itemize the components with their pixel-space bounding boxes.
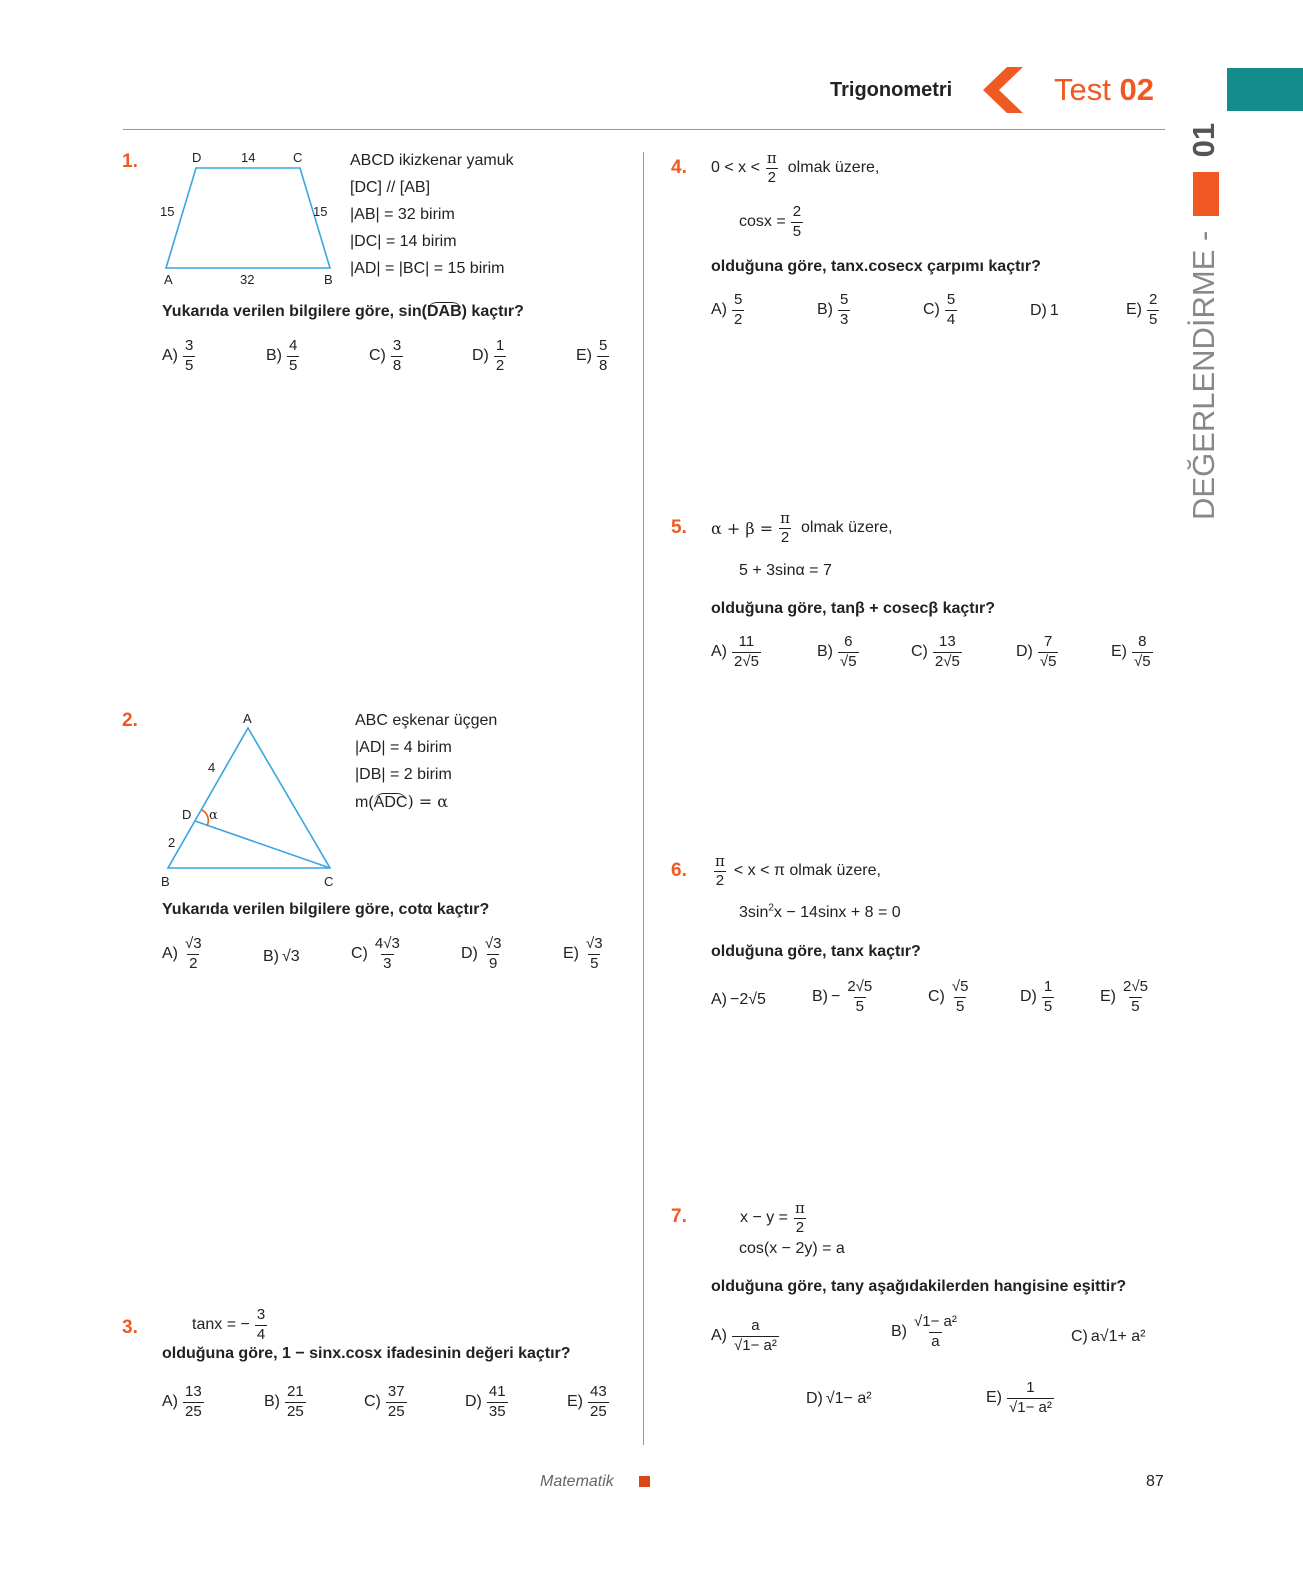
- numerator: 1: [1026, 1379, 1035, 1396]
- numerator: 37: [387, 1383, 405, 1400]
- q4-equation: [739, 204, 805, 240]
- denominator: 5: [792, 222, 802, 240]
- opt-label: D): [465, 1393, 482, 1410]
- given-pre: tanx = −: [192, 1316, 250, 1333]
- numerator: 43: [590, 1383, 607, 1400]
- opt-label: A): [711, 1327, 727, 1344]
- side-tab-number: 01: [1186, 122, 1221, 158]
- numerator: 2√5: [847, 978, 873, 995]
- eq-pre: cosx =: [739, 213, 786, 230]
- q2-option-b[interactable]: [263, 948, 300, 966]
- opt-label: A): [711, 643, 727, 660]
- opt-label: D): [1020, 988, 1037, 1005]
- label-C: C: [293, 150, 303, 165]
- opt-label: C): [1071, 1328, 1088, 1345]
- question-2-number: 2.: [122, 710, 138, 731]
- denominator: 35: [488, 1402, 506, 1420]
- denominator: 25: [387, 1402, 405, 1420]
- q2-option-d[interactable]: [461, 936, 505, 972]
- label-14: 14: [241, 150, 256, 165]
- q7-option-d[interactable]: [806, 1390, 872, 1408]
- denominator: 2√5: [934, 652, 960, 670]
- opt-label: D): [1016, 643, 1033, 660]
- q2-info-0: ABC eşkenar üçgen: [355, 712, 498, 729]
- numerator: 41: [488, 1383, 506, 1400]
- numerator: π: [766, 149, 777, 167]
- denominator: 8: [599, 356, 608, 374]
- q6-option-d[interactable]: [1020, 979, 1056, 1015]
- numerator: 3: [392, 337, 402, 354]
- opt-label: E): [986, 1389, 1002, 1406]
- numerator: 11: [738, 633, 755, 650]
- opt-label: B): [812, 988, 828, 1005]
- question-5-number: 5.: [671, 517, 687, 538]
- numerator: 4: [289, 337, 298, 354]
- numerator: √5: [951, 978, 969, 995]
- q6-option-c[interactable]: [928, 979, 972, 1015]
- numerator: 6: [844, 633, 853, 650]
- label-2: 2: [168, 835, 176, 850]
- opt-label: B): [817, 301, 833, 318]
- q6-option-a[interactable]: [711, 991, 766, 1009]
- q2-info-2: |DB| = 2 birim: [355, 766, 452, 783]
- denominator: 9: [489, 954, 498, 972]
- label-A: A: [164, 272, 173, 287]
- teal-corner-tab: [1227, 68, 1303, 111]
- opt-label: C): [364, 1393, 381, 1410]
- opt-label: B): [263, 948, 279, 965]
- denominator: 2: [734, 310, 743, 328]
- opt-label: D): [1030, 302, 1047, 319]
- denominator: 5: [1131, 997, 1140, 1015]
- numerator: π: [715, 852, 725, 870]
- numerator: 13: [939, 633, 956, 650]
- denominator: √1− a²: [734, 1336, 777, 1354]
- opt-label: E): [563, 945, 579, 962]
- numerator: 4√3: [374, 935, 400, 952]
- numerator: 5: [840, 291, 849, 308]
- angle-pre: m(: [355, 794, 374, 811]
- eq-post: x − 14sinx + 8 = 0: [773, 904, 901, 921]
- q1-option-c[interactable]: [369, 338, 405, 374]
- label-D: D: [182, 807, 192, 822]
- denominator: 5: [289, 356, 298, 374]
- label-15-left: 15: [160, 204, 175, 219]
- denominator: a: [931, 1332, 940, 1350]
- numerator: 2√5: [1123, 978, 1148, 995]
- opt-label: A): [162, 347, 178, 364]
- q3-option-e[interactable]: [567, 1384, 611, 1420]
- opt-label: A): [711, 301, 727, 318]
- opt-label: E): [1111, 643, 1127, 660]
- denominator: 2√5: [734, 652, 759, 670]
- value: √3: [282, 948, 300, 965]
- q5-equation: 5 + 3sinα = 7: [739, 562, 832, 579]
- cond-pre: 0 < x <: [711, 159, 760, 176]
- denominator: 25: [185, 1402, 202, 1420]
- q6-condition: [711, 853, 881, 889]
- q5-option-a[interactable]: [711, 634, 763, 670]
- denominator: 5: [1149, 310, 1158, 328]
- denominator: 2: [495, 356, 505, 374]
- opt-label: E): [1126, 301, 1142, 318]
- denominator: 5: [956, 997, 965, 1015]
- opt-label: B): [266, 347, 282, 364]
- label-15-right: 15: [313, 204, 328, 219]
- value: √1− a²: [825, 1390, 872, 1407]
- triangle-figure: [156, 706, 346, 892]
- q1-info-1: [DC] // [AB]: [350, 179, 431, 196]
- eq-pre: 3sin: [739, 904, 769, 921]
- question-1-number: 1.: [122, 151, 138, 172]
- q3-option-b[interactable]: [264, 1384, 308, 1420]
- q5-option-e[interactable]: [1111, 634, 1155, 670]
- denominator: 5: [855, 997, 864, 1015]
- denominator: 5: [185, 356, 194, 374]
- q7-question: olduğuna göre, tany aşağıdakilerden hangisine eşittir?: [711, 1278, 1127, 1295]
- q2-option-e[interactable]: [563, 936, 607, 972]
- opt-label: B): [264, 1393, 280, 1410]
- label-4: 4: [208, 760, 216, 775]
- q4-question: olduğuna göre, tanx.cosecx çarpımı kaçtır?: [711, 258, 1041, 275]
- denominator: 4: [256, 1325, 266, 1343]
- denominator: 2: [715, 871, 725, 889]
- label-A: A: [243, 711, 252, 726]
- cond-post: olmak üzere,: [787, 159, 880, 176]
- q1-question-post: ) kaçtır?: [461, 303, 524, 320]
- opt-label: A): [711, 991, 727, 1008]
- numerator: 2: [1149, 291, 1158, 308]
- numerator: 5: [946, 291, 956, 308]
- q1-option-b[interactable]: [266, 338, 301, 374]
- q6-option-e[interactable]: [1100, 979, 1152, 1015]
- q7-equation-2: cos(x − 2y) = a: [739, 1240, 845, 1257]
- q5-option-b[interactable]: [817, 634, 861, 670]
- label-32: 32: [240, 272, 255, 287]
- q3-option-c[interactable]: [364, 1384, 409, 1420]
- q2-option-c[interactable]: [351, 936, 404, 972]
- q6-equation: [739, 902, 901, 921]
- question-4-number: 4.: [671, 157, 687, 178]
- q2-question: Yukarıda verilen bilgilere göre, cotα kaçtır?: [162, 901, 490, 918]
- opt-label: C): [369, 347, 386, 364]
- q3-given: [192, 1307, 269, 1343]
- page-number: 87: [1146, 1473, 1164, 1490]
- q7-option-e[interactable]: [986, 1380, 1056, 1416]
- denominator: 5: [1043, 997, 1053, 1015]
- test-label: Test: [1054, 72, 1111, 107]
- q2-info-1: |AD| = 4 birim: [355, 739, 452, 756]
- opt-label: A): [162, 945, 178, 962]
- denominator: √1− a²: [1009, 1398, 1052, 1416]
- opt-label: D): [461, 945, 478, 962]
- q7-equation-1: [740, 1200, 809, 1236]
- opt-label: C): [923, 301, 940, 318]
- numerator: 5: [599, 337, 608, 354]
- side-tab-text: DEĞERLENDİRME -: [1186, 230, 1221, 520]
- question-3-number: 3.: [122, 1317, 138, 1338]
- q2-info-3: [355, 794, 448, 811]
- numerator: 1: [1043, 978, 1053, 995]
- numerator: √3: [586, 935, 603, 952]
- q6-question: olduğuna göre, tanx kaçtır?: [711, 943, 921, 960]
- q1-angle: DAB: [426, 303, 462, 320]
- opt-label: A): [162, 1393, 178, 1410]
- opt-label: D): [806, 1390, 823, 1407]
- q1-info-4: |AD| = |BC| = 15 birim: [350, 260, 505, 277]
- trapezoid-figure: [156, 148, 346, 290]
- footer-subject: Matematik: [540, 1473, 614, 1490]
- opt-label: B): [891, 1323, 907, 1340]
- q1-option-a[interactable]: [162, 338, 197, 374]
- q1-info-0: ABCD ikizkenar yamuk: [350, 152, 514, 169]
- numerator: π: [795, 1199, 805, 1217]
- denominator: 3: [840, 310, 849, 328]
- value: a√1+ a²: [1090, 1328, 1146, 1345]
- q5-question: olduğuna göre, tanβ + cosecβ kaçtır?: [711, 600, 996, 617]
- q4-option-c[interactable]: [923, 292, 959, 328]
- q4-option-e[interactable]: [1126, 292, 1161, 328]
- opt-label: E): [1100, 988, 1116, 1005]
- denominator: 4: [946, 310, 956, 328]
- denominator: 25: [287, 1402, 304, 1420]
- numerator: 5: [734, 291, 743, 308]
- denominator: 2: [795, 1218, 805, 1236]
- cond-post: olmak üzere,: [800, 519, 893, 536]
- q7-option-c[interactable]: [1071, 1328, 1145, 1346]
- chevron-left-icon: [983, 67, 1025, 113]
- q7-option-b[interactable]: [891, 1314, 961, 1350]
- numerator: 2: [792, 203, 802, 220]
- label-C: C: [324, 874, 334, 889]
- q1-option-e[interactable]: [576, 338, 611, 374]
- numerator: √3: [185, 935, 202, 952]
- denominator: √5: [840, 652, 857, 670]
- q1-info-2: |AB| = 32 birim: [350, 206, 455, 223]
- numerator: √1− a²: [914, 1313, 957, 1330]
- q4-option-b[interactable]: [817, 292, 852, 328]
- header-rule: [123, 129, 1165, 130]
- numerator: a: [751, 1317, 760, 1334]
- q5-option-c[interactable]: [911, 634, 964, 670]
- numerator: 8: [1138, 633, 1147, 650]
- denominator: 3: [383, 954, 392, 972]
- opt-label: B): [817, 643, 833, 660]
- numerator: 3: [256, 1306, 266, 1323]
- cond-post: < x < π olmak üzere,: [733, 862, 881, 879]
- q3-option-d[interactable]: [465, 1384, 510, 1420]
- denominator: √5: [1039, 652, 1057, 670]
- numerator: π: [780, 509, 790, 527]
- header-subject: Trigonometri: [830, 79, 953, 101]
- q4-option-a[interactable]: [711, 292, 746, 328]
- label-B: B: [161, 874, 170, 889]
- numerator: 7: [1044, 633, 1053, 650]
- numerator: √3: [484, 935, 502, 952]
- column-divider: [643, 152, 644, 1445]
- question-7-number: 7.: [671, 1206, 687, 1227]
- opt-label: C): [911, 643, 928, 660]
- q7-option-a[interactable]: [711, 1318, 781, 1354]
- numerator: 1: [495, 337, 505, 354]
- cond-pre: α + β =: [711, 518, 774, 538]
- eq-sup: 2: [768, 902, 774, 914]
- value: −2√5: [730, 991, 766, 1008]
- opt-label: E): [567, 1393, 583, 1410]
- q1-question-pre: Yukarıda verilen bilgilere göre, sin(: [162, 303, 427, 320]
- q1-info-3: |DC| = 14 birim: [350, 233, 457, 250]
- q1-question: [162, 304, 524, 320]
- footer-square-icon: [639, 1476, 650, 1487]
- q3-option-a[interactable]: [162, 1384, 206, 1420]
- eq-pre: x − y =: [740, 1209, 789, 1226]
- denominator: 8: [392, 356, 402, 374]
- q4-option-d[interactable]: [1030, 302, 1059, 320]
- label-B: B: [324, 272, 333, 287]
- q2-angle: ADC: [373, 794, 408, 811]
- denominator: 2: [767, 168, 777, 186]
- denominator: 25: [590, 1402, 607, 1420]
- side-tab: [1186, 122, 1226, 520]
- test-title: [1054, 72, 1154, 108]
- opt-label: C): [351, 945, 368, 962]
- q5-condition: [711, 510, 893, 546]
- opt-label: D): [472, 347, 489, 364]
- numerator: 13: [185, 1383, 202, 1400]
- denominator: 2: [780, 528, 790, 546]
- q2-option-a[interactable]: [162, 936, 206, 972]
- opt-label: C): [928, 988, 945, 1005]
- q5-option-d[interactable]: [1016, 634, 1060, 670]
- minus-sign: −: [831, 988, 841, 1005]
- q6-option-b[interactable]: [812, 979, 876, 1015]
- numerator: 21: [287, 1383, 304, 1400]
- question-6-number: 6.: [671, 860, 687, 881]
- numerator: 3: [185, 337, 194, 354]
- denominator: √5: [1134, 652, 1151, 670]
- fdd-logo: [1193, 172, 1219, 216]
- q1-option-d[interactable]: [472, 338, 508, 374]
- angle-post: ) = α: [407, 792, 449, 811]
- q4-condition: [711, 150, 879, 186]
- q3-question: olduğuna göre, 1 − sinx.cosx ifadesinin değeri kaçtır?: [162, 1345, 571, 1362]
- label-alpha: α: [209, 808, 218, 823]
- value: 1: [1049, 302, 1059, 319]
- denominator: 5: [590, 954, 599, 972]
- denominator: 2: [189, 954, 198, 972]
- label-D: D: [192, 150, 202, 165]
- opt-label: E): [576, 347, 592, 364]
- test-number: 02: [1119, 72, 1154, 107]
